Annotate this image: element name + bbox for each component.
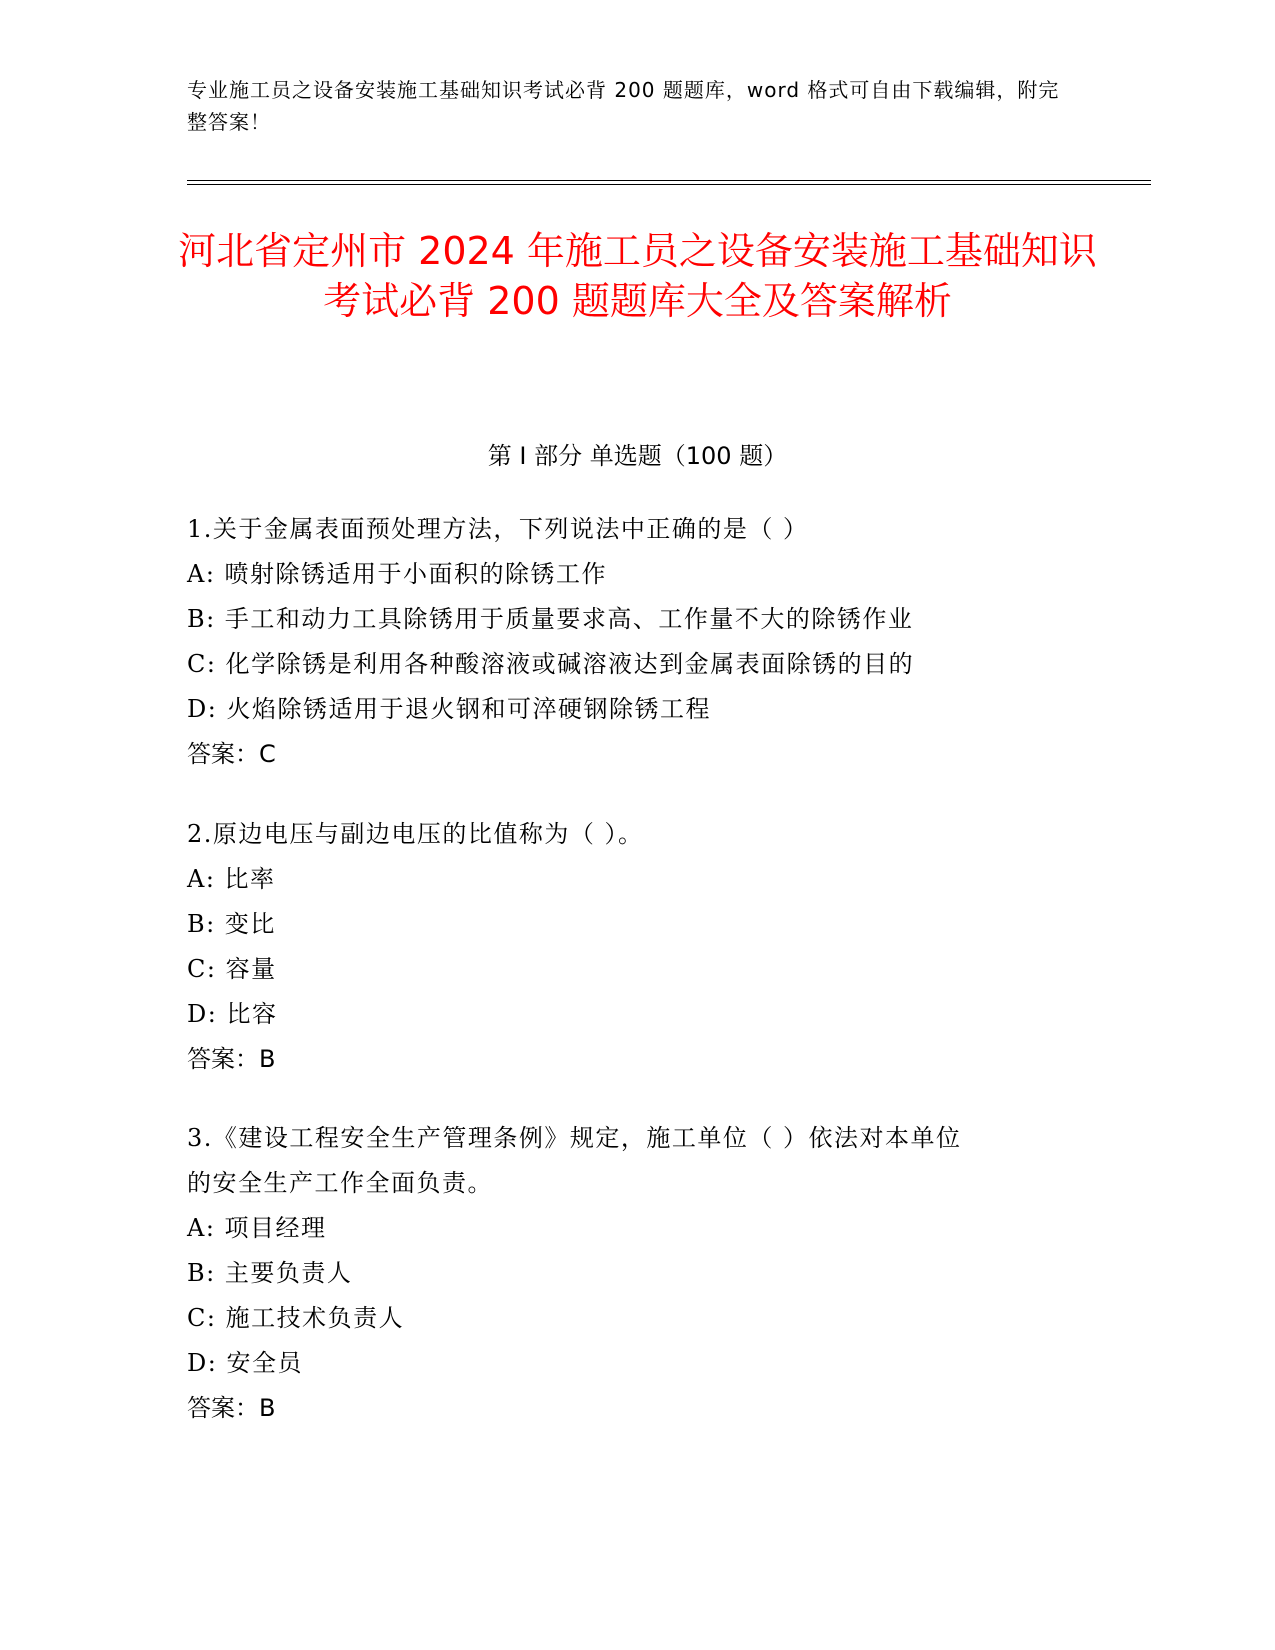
answer: 答案：B	[187, 1045, 276, 1073]
option-a: A: 喷射除锈适用于小面积的除锈工作	[187, 560, 608, 588]
question-3	[187, 1116, 1087, 1431]
header-rule-bottom	[187, 184, 1151, 185]
option-a: A: 项目经理	[187, 1214, 327, 1242]
question-stem: 1.关于金属表面预处理方法，下列说法中正确的是（ ）	[187, 515, 809, 543]
option-a: A: 比率	[187, 865, 276, 893]
option-d: D: 比容	[187, 1000, 278, 1028]
option-c: C: 容量	[187, 955, 277, 983]
option-c: C: 化学除锈是利用各种酸溶液或碱溶液达到金属表面除锈的目的	[187, 650, 915, 678]
option-b: B: 变比	[187, 910, 276, 938]
option-b: B: 主要负责人	[187, 1259, 353, 1287]
header-note: 专业施工员之设备安装施工基础知识考试必背 200 题题库，word 格式可自由下载编辑，附完整答案！	[187, 78, 1060, 134]
answer: 答案：C	[187, 740, 276, 768]
option-c: C: 施工技术负责人	[187, 1304, 405, 1332]
question-1	[187, 507, 1087, 777]
option-d: D: 火焰除锈适用于退火钢和可淬硬钢除锈工程	[187, 695, 711, 723]
answer: 答案：B	[187, 1394, 276, 1422]
question-stem-line-1: 3.《建设工程安全生产管理条例》规定，施工单位（ ）依法对本单位	[187, 1124, 962, 1152]
document-title: 河北省定州市 2024 年施工员之设备安装施工基础知识考试必背 200 题题库大全及答案解析	[178, 229, 1097, 323]
option-d: D: 安全员	[187, 1349, 303, 1377]
question-stem: 2.原边电压与副边电压的比值称为（ ）。	[187, 820, 644, 848]
section-title: 第 I 部分 单选题（100 题）	[487, 442, 788, 470]
question-2	[187, 812, 1087, 1082]
question-stem-line-2: 的安全生产工作全面负责。	[187, 1169, 493, 1197]
option-b: B: 手工和动力工具除锈用于质量要求高、工作量不大的除锈作业	[187, 605, 914, 633]
header-rule-top	[187, 180, 1151, 181]
